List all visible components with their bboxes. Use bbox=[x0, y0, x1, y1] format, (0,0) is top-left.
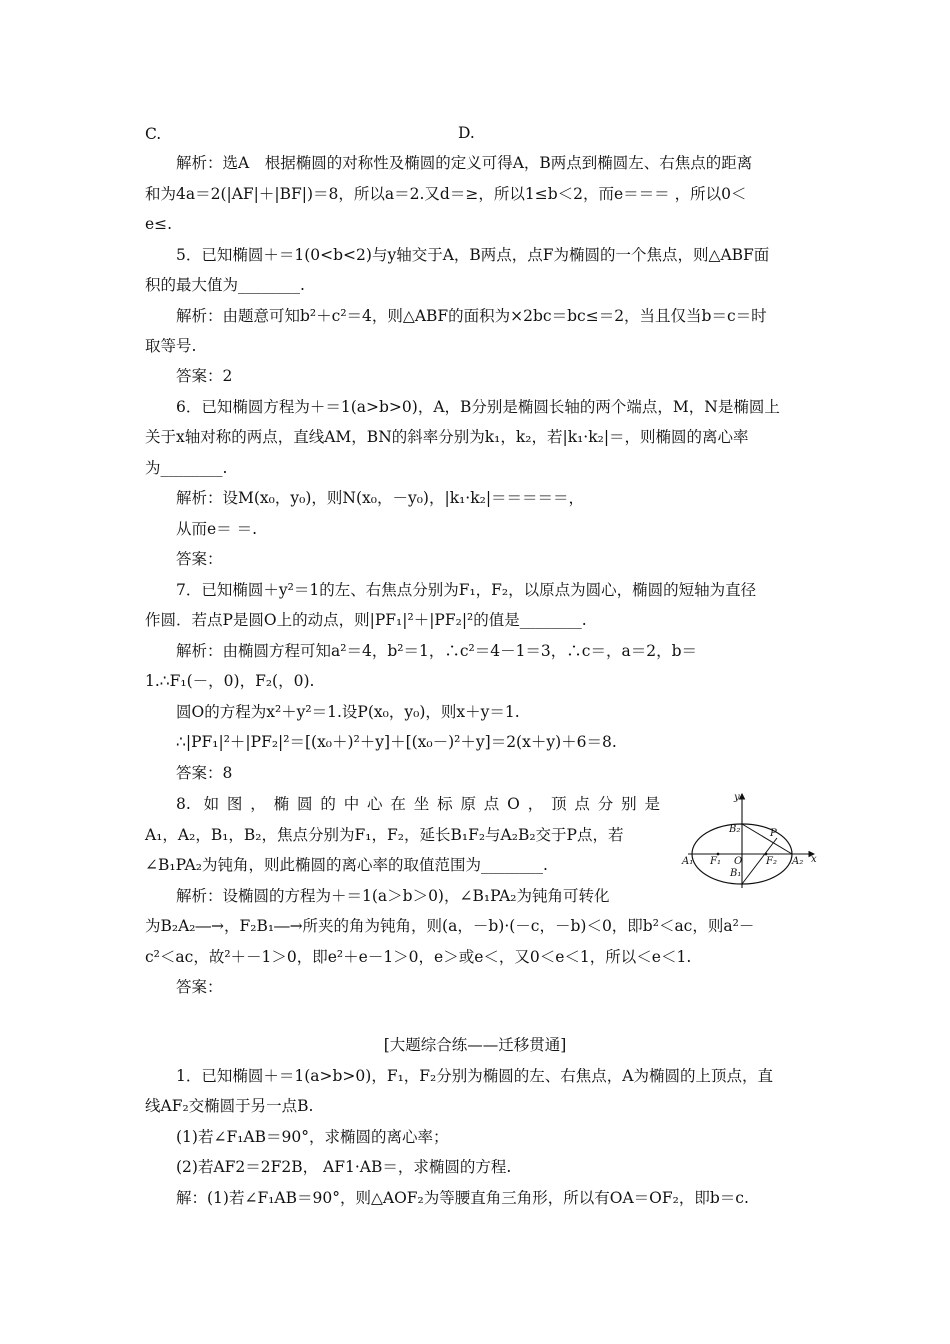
label-a2: A₂ bbox=[792, 856, 804, 867]
q8-analysis-line-3: c²＜ac，故²＋－1＞0，即e²＋e－1＞0，e＞或e＜，又0＜e＜1，所以＜e＜1. bbox=[145, 948, 692, 966]
focus-f1-point bbox=[717, 853, 720, 856]
label-f1: F₁ bbox=[710, 856, 721, 867]
q5-question-line-1: 5．已知椭圆＋＝1(0<b<2)与y轴交于A，B两点，点F为椭圆的一个焦点，则△ABF面 bbox=[176, 246, 770, 264]
q6-question-line-3: 为________. bbox=[145, 459, 228, 477]
q6-question-line-1: 6．已知椭圆方程为＋＝1(a>b>0)，A，B分别是椭圆长轴的两个端点，M，N是椭圆上 bbox=[176, 398, 780, 416]
q4-analysis-line-1: 解析：选A 根据椭圆的对称性及椭圆的定义可得A，B两点到椭圆左、右焦点的距离 bbox=[176, 154, 753, 172]
label-y: y bbox=[734, 792, 740, 803]
q5-analysis-line-2: 取等号. bbox=[145, 337, 197, 355]
label-b1: B₁ bbox=[730, 868, 742, 879]
section-heading: [大题综合练——迁移贯通] bbox=[383, 1036, 567, 1054]
q7-question-line-2: 作圆．若点P是圆O上的动点，则|PF₁|²＋|PF₂|²的值是________. bbox=[145, 611, 587, 629]
q7-analysis-line-4: ∴|PF₁|²＋|PF₂|²＝[(x₀＋)²＋y]＋[(x₀－)²＋y]＝2(x＋y)＋6＝8. bbox=[176, 733, 617, 751]
q8-analysis-line-1: 解析：设椭圆的方程为＋＝1(a＞b＞0)，∠B₁PA₂为钝角可转化 bbox=[176, 887, 610, 905]
q7-answer: 答案：8 bbox=[176, 764, 233, 782]
q6-answer: 答案： bbox=[176, 550, 223, 568]
q7-question-line-1: 7．已知椭圆＋y²＝1的左、右焦点分别为F₁，F₂，以原点为圆心，椭圆的短轴为直径 bbox=[176, 581, 757, 599]
focus-f2-point bbox=[765, 853, 768, 856]
q8-question-line-3: ∠B₁PA₂为钝角，则此椭圆的离心率的取值范围为________. bbox=[145, 856, 548, 874]
option-c: C. bbox=[145, 125, 162, 143]
big-q1-solution-line-1: 解：(1)若∠F₁AB＝90°，则△AOF₂为等腰直角三角形，所以有OA＝OF₂，即b＝c. bbox=[176, 1189, 749, 1207]
q7-analysis-line-2: 1.∴F₁(－，0)，F₂(，0). bbox=[145, 672, 315, 690]
label-a1: A₁ bbox=[682, 856, 694, 867]
q8-question-line-1: 8. 如图，椭圆的中心在坐标原点O，顶点分别是 bbox=[176, 795, 660, 813]
q5-answer: 答案：2 bbox=[176, 367, 233, 385]
q7-analysis-line-1: 解析：由椭圆方程可知a²＝4，b²＝1，∴c²＝4－1＝3，∴c＝，a＝2，b＝ bbox=[176, 642, 698, 660]
option-d: D. bbox=[458, 124, 475, 142]
q4-analysis-line-3: e≤. bbox=[145, 215, 173, 233]
big-q1-line-2: 线AF₂交椭圆于另一点B. bbox=[145, 1097, 314, 1115]
q8-question-line-2: A₁，A₂，B₁，B₂，焦点分别为F₁，F₂，延长B₁F₂与A₂B₂交于P点，若 bbox=[145, 826, 624, 844]
label-f2: F₂ bbox=[766, 856, 777, 867]
label-b2: B₂ bbox=[729, 824, 741, 835]
q6-question-line-2: 关于x轴对称的两点，直线AM，BN的斜率分别为k₁，k₂，若|k₁·k₂|＝，则椭圆的离心率 bbox=[145, 428, 749, 446]
label-x: x bbox=[811, 854, 817, 865]
big-q1-line-1: 1．已知椭圆＋＝1(a>b>0)，F₁，F₂分别为椭圆的左、右焦点，A为椭圆的上顶点，直 bbox=[176, 1067, 773, 1085]
q4-analysis-line-2: 和为4a＝2(|AF|＋|BF|)＝8，所以a＝2.又d＝≥，所以1≤b＜2，而e＝＝＝ ，所以0＜ bbox=[145, 185, 747, 203]
big-q1-part-1: (1)若∠F₁AB＝90°，求椭圆的离心率； bbox=[176, 1128, 449, 1146]
label-p: P bbox=[770, 828, 777, 839]
label-o: O bbox=[734, 856, 743, 867]
q6-analysis-line-2: 从而e＝ ＝. bbox=[176, 520, 258, 538]
q8-analysis-line-2: 为B₂A₂―→，F₂B₁―→所夹的角为钝角，则(a，－b)·(－c，－b)＜0，即b²＜ac，则a²－ bbox=[145, 917, 755, 935]
q5-analysis-line-1: 解析：由题意可知b²＋c²＝4，则△ABF的面积为×2bc＝bc≤＝2，当且仅当b＝c＝时 bbox=[176, 307, 767, 325]
q8-answer: 答案： bbox=[176, 978, 223, 996]
ellipse-figure bbox=[680, 788, 820, 892]
q7-analysis-line-3: 圆O的方程为x²＋y²＝1.设P(x₀，y₀)，则x＋y＝1. bbox=[176, 703, 520, 721]
q6-analysis-line-1: 解析：设M(x₀，y₀)，则N(x₀，－y₀)，|k₁·k₂|＝＝＝＝＝， bbox=[176, 489, 585, 507]
q5-question-line-2: 积的最大值为________. bbox=[145, 276, 305, 294]
big-q1-part-2: (2)若AF2＝2F2B， AF1·AB＝，求椭圆的方程. bbox=[176, 1158, 512, 1176]
